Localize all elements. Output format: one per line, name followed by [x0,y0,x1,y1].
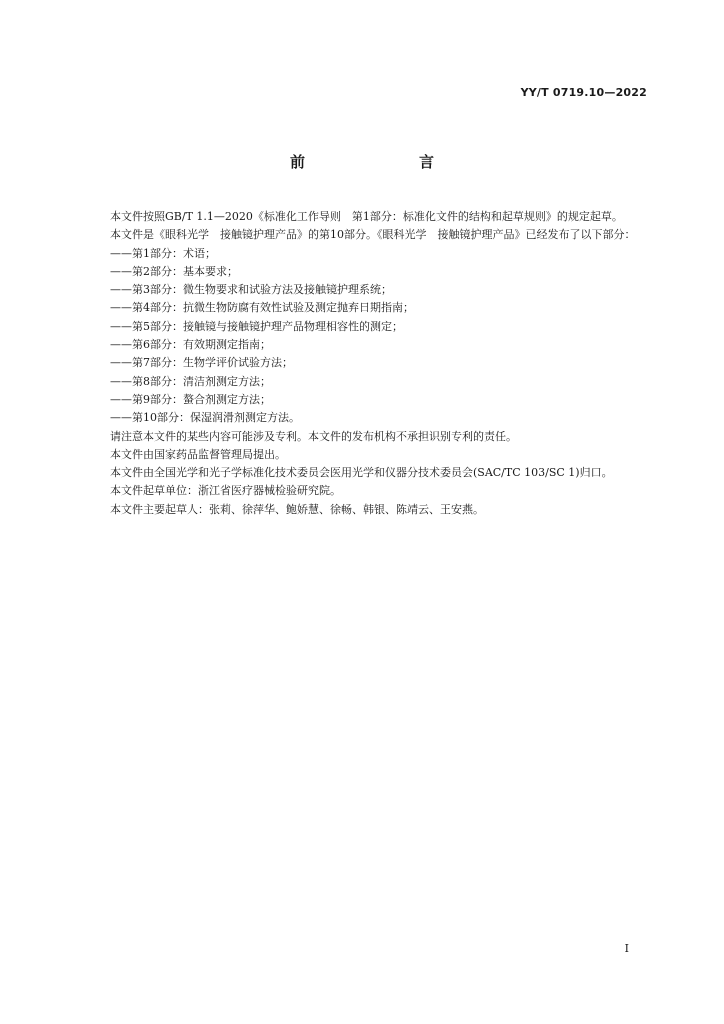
list-item: ——第8部分：清洁剂测定方法； [110,374,271,388]
list-item: ——第1部分：术语； [110,246,216,260]
page-title: 前 言 [289,153,462,171]
parts-list [88,245,648,428]
standard-code: YY/T 0719.10—2022 [520,86,647,99]
paragraph-series-intro: 本文件是《眼科光学 接触镜护理产品》的第10部分。《眼科光学 接触镜护理产品》已经发布了以下部分： [110,228,636,242]
list-item: ——第4部分：抗微生物防腐有效性试验及测定抛弃日期指南； [110,301,414,315]
list-item: ——第3部分：微生物要求和试验方法及接触镜护理系统； [110,283,392,297]
paragraph-drafting-organization: 本文件起草单位：浙江省医疗器械检验研究院。 [110,484,341,498]
list-item: ——第2部分：基本要求； [110,264,238,278]
paragraph-patent-notice: 请注意本文件的某些内容可能涉及专利。本文件的发布机构不承担识别专利的责任。 [110,429,517,443]
list-item: ——第7部分：生物学评价试验方法； [110,356,293,370]
paragraph-proposer: 本文件由国家药品监督管理局提出。 [110,447,286,461]
paragraph-technical-committee: 本文件由全国光学和光子学标准化技术委员会医用光学和仪器分技术委员会(SAC/TC 103/SC 1)归口。 [110,466,613,480]
list-item: ——第5部分：接触镜与接触镜护理产品物理相容性的测定； [110,319,403,333]
foreword-body [88,208,648,519]
paragraph-drafters: 本文件主要起草人：张莉、徐萍华、鲍娇慧、徐畅、韩银、陈靖云、王安燕。 [110,502,484,516]
list-item: ——第10部分：保湿润滑剂测定方法。 [110,411,300,425]
paragraph-drafting-rules: 本文件按照GB/T 1.1—2020《标准化工作导则 第1部分：标准化文件的结构和起草规则》的规定起草。 [110,210,623,223]
list-item: ——第6部分：有效期测定指南； [110,338,271,352]
list-item: ——第9部分：螯合剂测定方法； [110,392,271,406]
page-number: I [624,942,629,955]
